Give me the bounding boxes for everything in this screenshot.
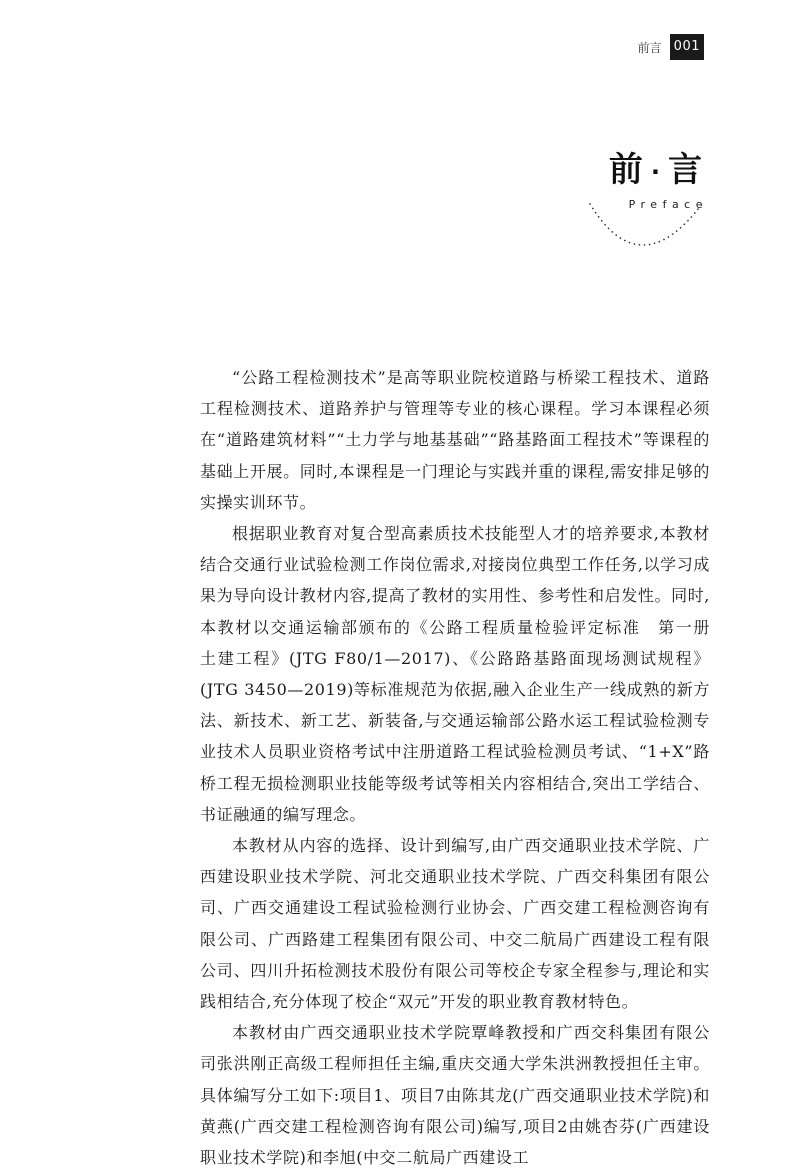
chapter-subtitle: Preface (628, 197, 708, 211)
paragraph: 本教材由广西交通职业技术学院覃峰教授和广西交科集团有限公司张洪刚正高级工程师担任主编,重庆交通大学朱洪洲教授担任主审。具体编写分工如下:项目1、项目7由陈其龙(广西交通职业技术学院)和黄燕(广西交建工程检测咨询有限公司)编写,项目2由姚杏芬(广西建设职业技术学院)和李旭(中交二航局广西建设工 (200, 1023, 710, 1168)
preface-body (200, 362, 727, 1173)
paragraph: 本教材从内容的选择、设计到编写,由广西交通职业技术学院、广西建设职业技术学院、河北交通职业技术学院、广西交科集团有限公司、广西交通建设工程试验检测行业协会、广西交建工程检测咨询有限公司、广西路建工程集团有限公司、中交二航局广西建设工程有限公司、四川升拓检测技术股份有限公司等校企专家全程参与,理论和实践相结合,充分体现了校企“双元”开发的职业教育教材特色。 (200, 836, 710, 1012)
chapter-title-left: 前 (608, 150, 645, 190)
page-number: 001 (670, 34, 704, 60)
chapter-title (609, 150, 704, 192)
paragraph: 根据职业教育对复合型高素质技术技能型人才的培养要求,本教材结合交通行业试验检测工作岗位需求,对接岗位典型工作任务,以学习成果为导向设计教材内容,提高了教材的实用性、参考性和启发性。同时,本教材以交通运输部颁布的《公路工程质量检验评定标准 第一册 土建工程》(JTG F80/1—2017)、《公路路基路面现场测试规程》(JTG 3450—2019)等标准规范为依据,融入企业生产一线成熟的新方法、新技术、新工艺、新装备,与交通运输部公路水运工程试验检测专业技术人员职业资格考试中注册道路工程试验检测员考试、“1+X”路桥工程无损检测职业技能等级考试等相关内容相结合,突出工学结合、书证融通的编写理念。 (200, 524, 727, 824)
header-title: 前言 (637, 40, 662, 55)
running-header (638, 34, 704, 60)
dotted-arc-ornament (580, 196, 710, 256)
paragraph: “公路工程检测技术”是高等职业院校道路与桥梁工程技术、道路工程检测技术、道路养护与管理等专业的核心课程。学习本课程必须在“道路建筑材料”“土力学与地基基础”“路基路面工程技术”等课程的基础上开展。同时,本课程是一门理论与实践并重的课程,需安排足够的实操实训环节。 (200, 368, 710, 512)
chapter-title-right: 言 (668, 150, 704, 190)
chapter-title-separator: · (650, 157, 662, 186)
